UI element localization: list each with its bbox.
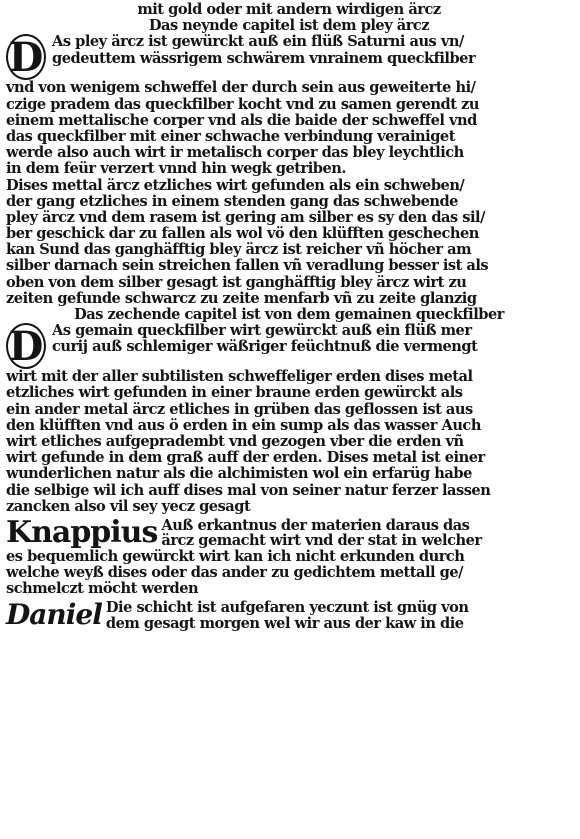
text-line: As pley ärcz ist gewürckt auß ein flüß Saturni aus vn/ <box>52 33 464 51</box>
text-line: ein ander metal ärcz etliches in grüben das geflossen ist aus <box>6 400 473 418</box>
knappius-body <box>6 549 572 598</box>
chapter-10-opening <box>6 323 572 369</box>
text-line: es bequemlich gewürckt wirt kan ich nicht erkunden durch <box>6 547 465 565</box>
text-line: Die schicht ist aufgefaren yeczunt ist gnüg von <box>105 599 469 617</box>
daniel-speech <box>6 600 572 631</box>
text-line: welche weyß dises oder das ander zu gedichtem mettall ge/ <box>6 563 463 581</box>
text-line: Auß erkantnus der materien daraus das <box>161 516 470 534</box>
text-line: zancken also vil sey yecz gesagt <box>6 497 251 515</box>
text-line: pley ärcz vnd dem rasem ist gering am silber es sy den das sil/ <box>6 208 485 226</box>
text-line: schmelczt möcht werden <box>6 580 199 598</box>
text-line: curij auß schlemiger wäßriger feüchtnuß die vermengt <box>52 338 478 356</box>
text-line: vnd von wenigem schweffel der durch sein aus geweiterte hi/ <box>6 79 476 97</box>
chapter-9-heading: Das neynde capitel ist dem pley ärcz <box>148 17 430 35</box>
document-page <box>6 2 572 631</box>
knappius-speech <box>6 514 572 550</box>
text-line: Dises mettal ärcz etzliches wirt gefunden als ein schweben/ <box>6 176 465 194</box>
chapter-9-initial: D <box>6 34 46 80</box>
text-line: wirt mit der aller subtilisten schweffeliger erden dises metal <box>6 368 473 386</box>
text-line: wirt etliches aufgepradembt vnd gezogen vber die erden vñ <box>6 432 464 450</box>
text-line: den klüfften vnd aus ö erden in ein sump als das wasser Auch <box>6 416 481 434</box>
chapter-10-opening-lines <box>52 323 477 369</box>
text-line: ber geschick dar zu fallen als wol vö den klüfften geschechen <box>6 225 479 243</box>
text-line: der gang etzliches in einem stenden gang das schwebende <box>6 192 458 210</box>
text-line: gedeuttem wässrigem schwärem vnrainem queckfilber <box>52 49 476 67</box>
chapter-10-initial: D <box>6 323 46 369</box>
text-line: einem mettalische corper vnd als die baide der schweffel vnd <box>6 111 477 129</box>
text-line: die selbige wil ich auff dises mal von seiner natur ferzer lassen <box>6 481 491 499</box>
top-line: mit gold oder mit andern wirdigen ärcz <box>137 1 441 18</box>
text-line: wirt gefunde in dem graß auff der erden. Dises metal ist einer <box>6 449 485 467</box>
daniel-lines <box>106 600 469 631</box>
text-line: das queckfilber mit einer schwache verbindung verainiget <box>6 127 455 145</box>
text-line: werde also auch wirt ir metalisch corper das bley leychtlich <box>6 144 464 162</box>
chapter-9-opening-lines <box>52 34 475 80</box>
chapter-9-body <box>6 80 572 307</box>
text-line: wunderlichen natur als die alchimisten wol ein erfarüg habe <box>6 465 472 483</box>
text-line: ärcz gemacht wirt vnd der stat in welcher <box>161 532 482 550</box>
text-line: czige pradem das queckfilber kocht vnd zu samen gerendt zu <box>6 95 479 113</box>
chapter-10-heading: Das zechende capitel ist von dem gemainen queckfilber <box>74 306 504 323</box>
speaker-daniel: Daniel <box>6 598 102 632</box>
text-line: oben von dem silber gesagt ist ganghäfftig bley ärcz wirt zu <box>6 273 467 291</box>
speaker-knappius: Knappius <box>6 514 158 550</box>
knappius-opening-lines <box>161 518 481 549</box>
text-line: in dem feür verzert vnnd hin wegk getriben. <box>6 160 346 178</box>
chapter-10-body <box>6 369 572 515</box>
text-line: silber darnach sein streichen fallen vñ veradlung besser ist als <box>6 257 489 275</box>
text-line: As gemain queckfilber wirt gewürckt auß ein flüß mer <box>52 322 472 340</box>
text-line: dem gesagt morgen wel wir aus der kaw in die <box>105 614 464 632</box>
chapter-9-opening <box>6 34 572 80</box>
text-line: kan Sund das ganghäfftig bley ärcz ist reicher vñ höcher am <box>6 241 472 259</box>
text-line: zeiten gefunde schwarcz zu zeite menfarb vñ zu zeite glanzig <box>6 289 477 307</box>
text-line: etzliches wirt gefunden in einer braune erden gewürckt als <box>6 384 463 402</box>
